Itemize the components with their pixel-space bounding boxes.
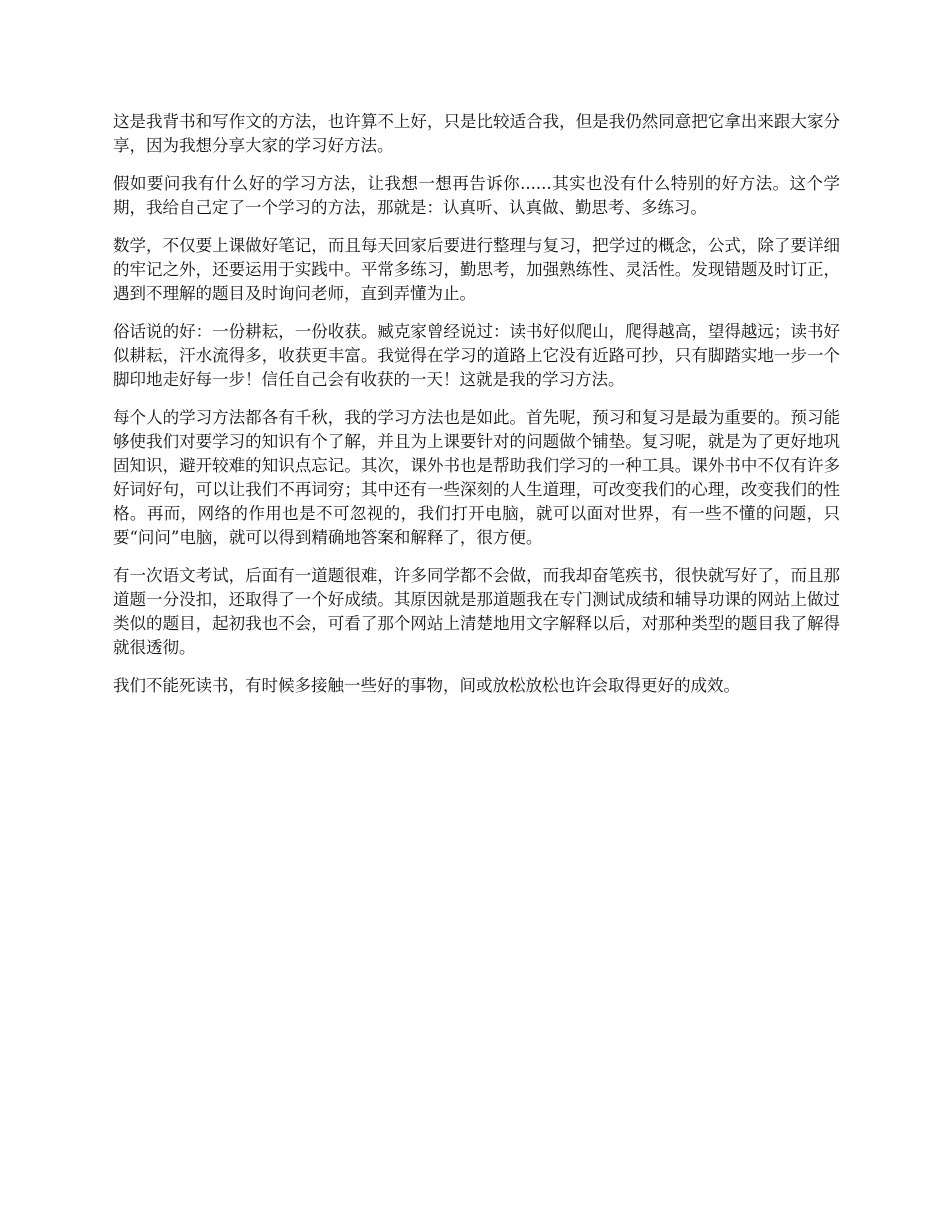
paragraph-6: 有一次语文考试，后面有一道题很难，许多同学都不会做，而我却奋笔疾书，很快就写好了，而且那道题一分没扣，还取得了一个好成绩。其原因就是那道题我在专门测试成绩和辅导功课的网站上做过类似的题目，起初我也不会，可看了那个网站上清楚地用文字解释以后，对那种类型的题目我了解得就很透彻。 bbox=[113, 566, 840, 657]
paragraph-7: 我们不能死读书，有时候多接触一些好的事物，间或放松放松也许会取得更好的成效。 bbox=[113, 676, 740, 695]
paragraph-3: 数学，不仅要上课做好笔记，而且每天回家后要进行整理与复习，把学过的概念，公式，除了要详细的牢记之外，还要运用于实践中。平常多练习，勤思考，加强熟练性、灵活性。发现错题及时订正，遇到不理解的题目及时询问老师，直到弄懂为止。 bbox=[113, 236, 840, 303]
paragraph-4: 俗话说的好：一份耕耘，一份收获。臧克家曾经说过：读书好似爬山，爬得越高，望得越远；读书好似耕耘，汗水流得多，收获更丰富。我觉得在学习的道路上它没有近路可抄，只有脚踏实地一步一个脚印地走好每一步！信任自己会有收获的一天！这就是我的学习方法。 bbox=[113, 322, 840, 389]
paragraph-1: 这是我背书和写作文的方法，也许算不上好，只是比较适合我，但是我仍然同意把它拿出来跟大家分享，因为我想分享大家的学习好方法。 bbox=[113, 112, 840, 155]
paragraph-2: 假如要问我有什么好的学习方法，让我想一想再告诉你......其实也没有什么特别的好方法。这个学期，我给自己定了一个学习的方法，那就是：认真听、认真做、勤思考、多练习。 bbox=[113, 174, 840, 217]
document-body bbox=[113, 110, 840, 712]
paragraph-5: 每个人的学习方法都各有千秋，我的学习方法也是如此。首先呢，预习和复习是最为重要的。预习能够使我们对要学习的知识有个了解，并且为上课要针对的问题做个铺垫。复习呢，就是为了更好地巩固知识，避开较难的知识点忘记。其次，课外书也是帮助我们学习的一种工具。课外书中不仅有许多好词好句，可以让我们不再词穷；其中还有一些深刻的人生道理，可改变我们的心理，改变我们的性格。再而，网络的作用也是不可忽视的，我们打开电脑，就可以面对世界，有一些不懂的问题，只要“问问”电脑，就可以得到精确地答案和解释了，很方便。 bbox=[113, 408, 840, 547]
